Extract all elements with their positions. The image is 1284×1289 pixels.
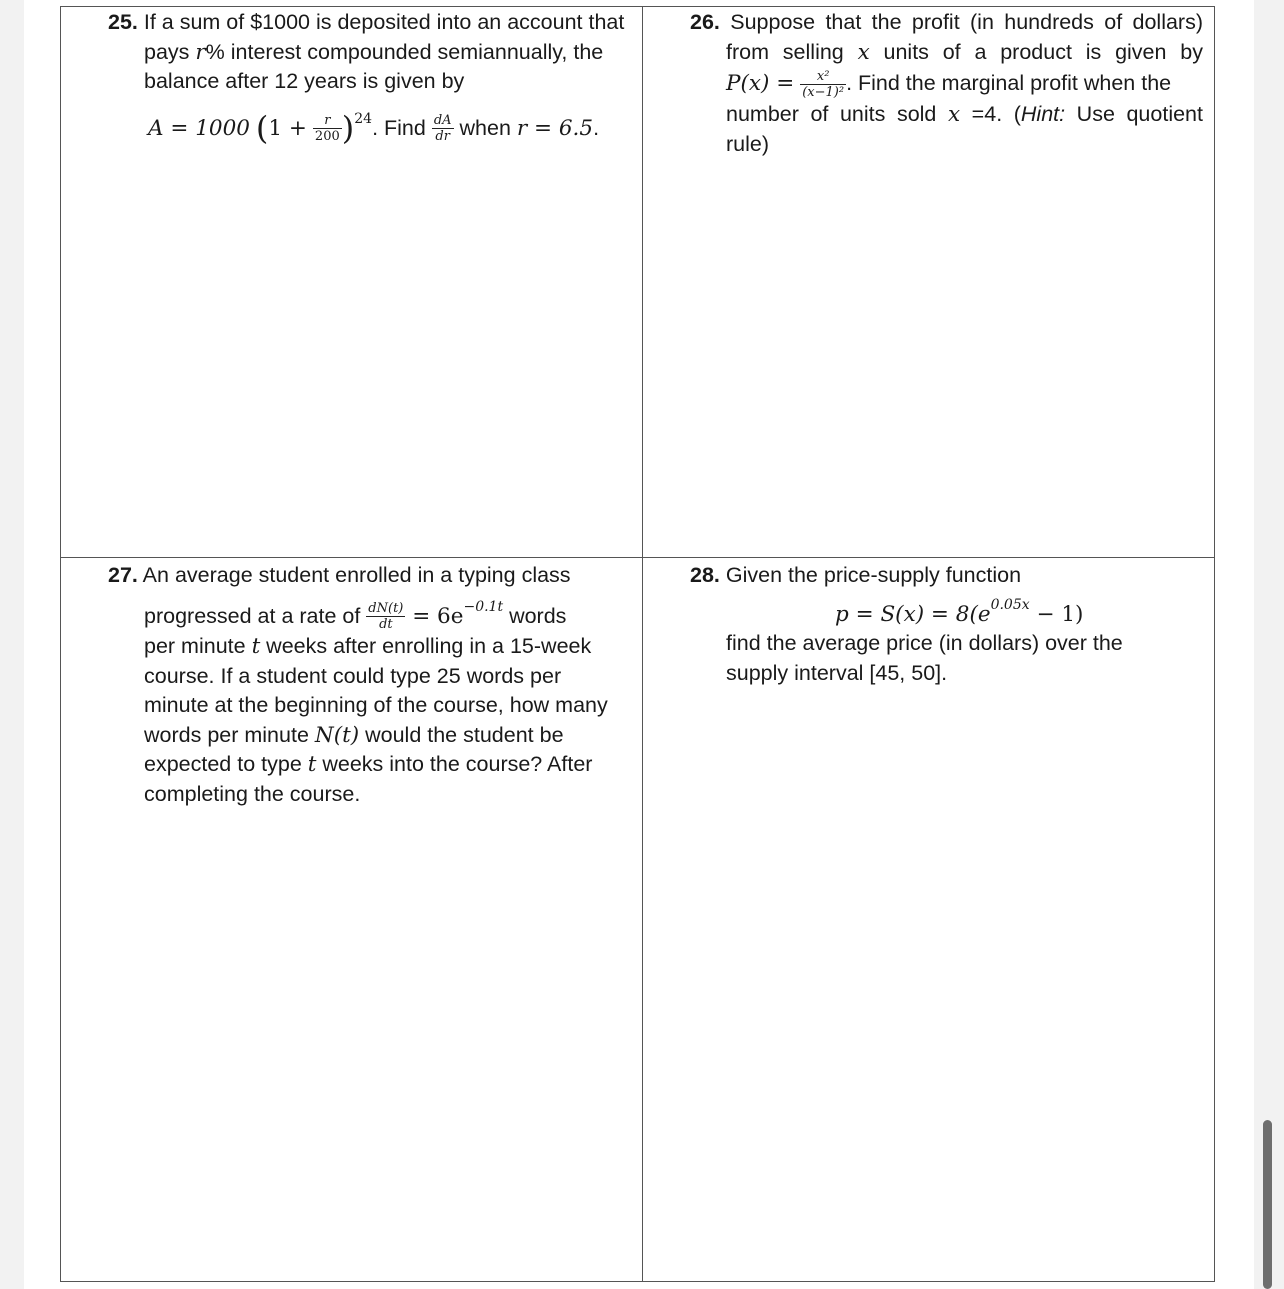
grid-divider-horizontal — [60, 557, 1215, 558]
problem-25: 25. If a sum of $1000 is deposited into an account that pays r% interest compounded semiannually, the balance after 12 years is given by A = 1000 (1 + $\frac{r}{200}$ )$^{24}$. Find $\frac{dA}{dr}$ when r = 6.5. — [108, 8, 633, 144]
compound-interest-formula: A = 1000 (1 + $\frac{r}{200}$ )$^{24}$. Find $\frac{dA}{dr}$ when r = 6.5. — [148, 108, 600, 147]
problem-number: 26. — [690, 10, 720, 34]
problem-26: 26. Suppose that the profit (in hundreds of dollars) from selling x units of a product is given by P(x) = $\frac{\text{x²}}{\text{(x−1)²}}$ . Find the marginal profit when the number of units sold x =4. (Hint: Use quotient rule) — [690, 10, 1203, 156]
rate-equation: progressed at a rate of $\frac{dN(t)}{dt}$ = $6e^{-0.1t}$ words — [144, 598, 567, 633]
problem-27: 27. An average student enrolled in a typing class progressed at a rate of $\frac{dN(t)}{dt}$ = $6e^{-0.1t}$ words per minute t weeks after enrolling in a 15-week course. If a student could type 25 words per minute at the beginning of the course, how many words per minute N(t) would the student be expected to type t weeks into the course? After completing the course. — [108, 561, 633, 809]
grid-divider-vertical — [642, 6, 643, 1282]
problem-number: 25. — [108, 10, 138, 34]
problem-number: 28. — [690, 563, 720, 587]
price-supply-function: $p = S(x) = 8(e^{0.05x} - 1)$ — [835, 596, 1084, 627]
problem-28: 28. Given the price-supply function $p = S(x) = 8(e^{0.05x} - 1)$ find the average price (in dollars) over the supply interval [45, 50]. — [690, 561, 1203, 688]
problem-number: 27. — [108, 563, 138, 587]
scrollbar-thumb[interactable] — [1263, 1120, 1272, 1289]
scrollbar-track[interactable] — [1260, 0, 1274, 1289]
profit-function: P(x) = $\frac{\text{x²}}{\text{(x−1)²}}$ . Find the marginal profit when the — [726, 69, 1172, 100]
